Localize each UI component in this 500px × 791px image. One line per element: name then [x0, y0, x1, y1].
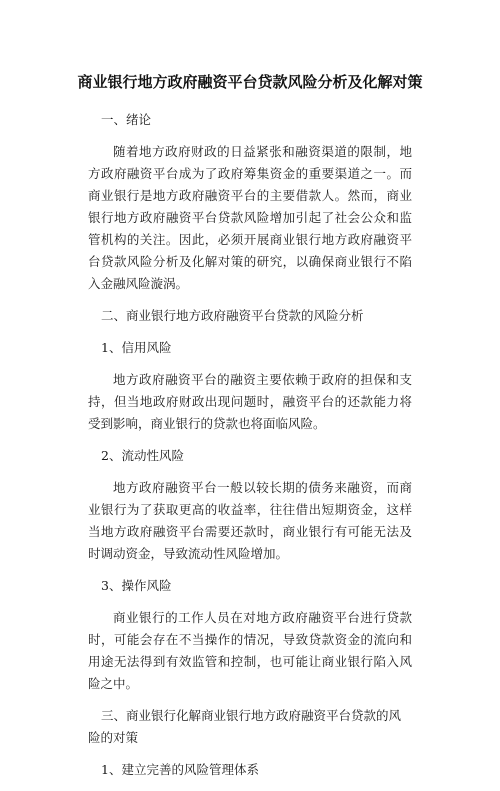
subheading-liquidity-risk: 2、流动性风险 — [101, 448, 184, 463]
section-heading-risk-analysis: 二、商业银行地方政府融资平台贷款的风险分析 — [101, 308, 364, 323]
subheading-credit-risk: 1、信用风险 — [101, 340, 172, 355]
paragraph-introduction: 随着地方政府财政的日益紧张和融资渠道的限制，地方政府融资平台成为了政府筹集资金的重要渠道之一。而商业银行是地方政府融资平台的主要借款人。然而，商业银行地方政府融资平台贷款风险增加引起了社会公众和监管机构的关注。因此，必须开展商业银行地方政府融资平台贷款风险分析及化解对策的研究，以确保商业银行不陷入金融风险漩涡。 — [88, 144, 412, 291]
document-body — [88, 109, 412, 791]
subheading-risk-management-system: 1、建立完善的风险管理体系 — [101, 762, 259, 777]
section-heading-introduction: 一、绪论 — [101, 112, 152, 127]
paragraph-credit-risk: 地方政府融资平台的融资主要依赖于政府的担保和支持，但当地政府财政出现问题时，融资平台的还款能力将受到影响，商业银行的贷款也将面临风险。 — [88, 372, 412, 431]
paragraph-liquidity-risk: 地方政府融资平台一般以较长期的债务来融资，而商业银行为了获取更高的收益率，往往借出短期资金，这样当地方政府融资平台需要还款时，商业银行有可能无法及时调动资金，导致流动性风险增加。 — [88, 480, 412, 561]
document-title: 商业银行地方政府融资平台贷款风险分析及化解对策 — [77, 73, 423, 91]
paragraph-operational-risk: 商业银行的工作人员在对地方政府融资平台进行贷款时，可能会存在不当操作的情况，导致贷款资金的流向和用途无法得到有效监管和控制，也可能让商业银行陷入风险之中。 — [88, 610, 412, 691]
subheading-operational-risk: 3、操作风险 — [101, 578, 172, 593]
section-heading-countermeasures: 三、商业银行化解商业银行地方政府融资平台贷款的风险的对策 — [88, 708, 402, 745]
